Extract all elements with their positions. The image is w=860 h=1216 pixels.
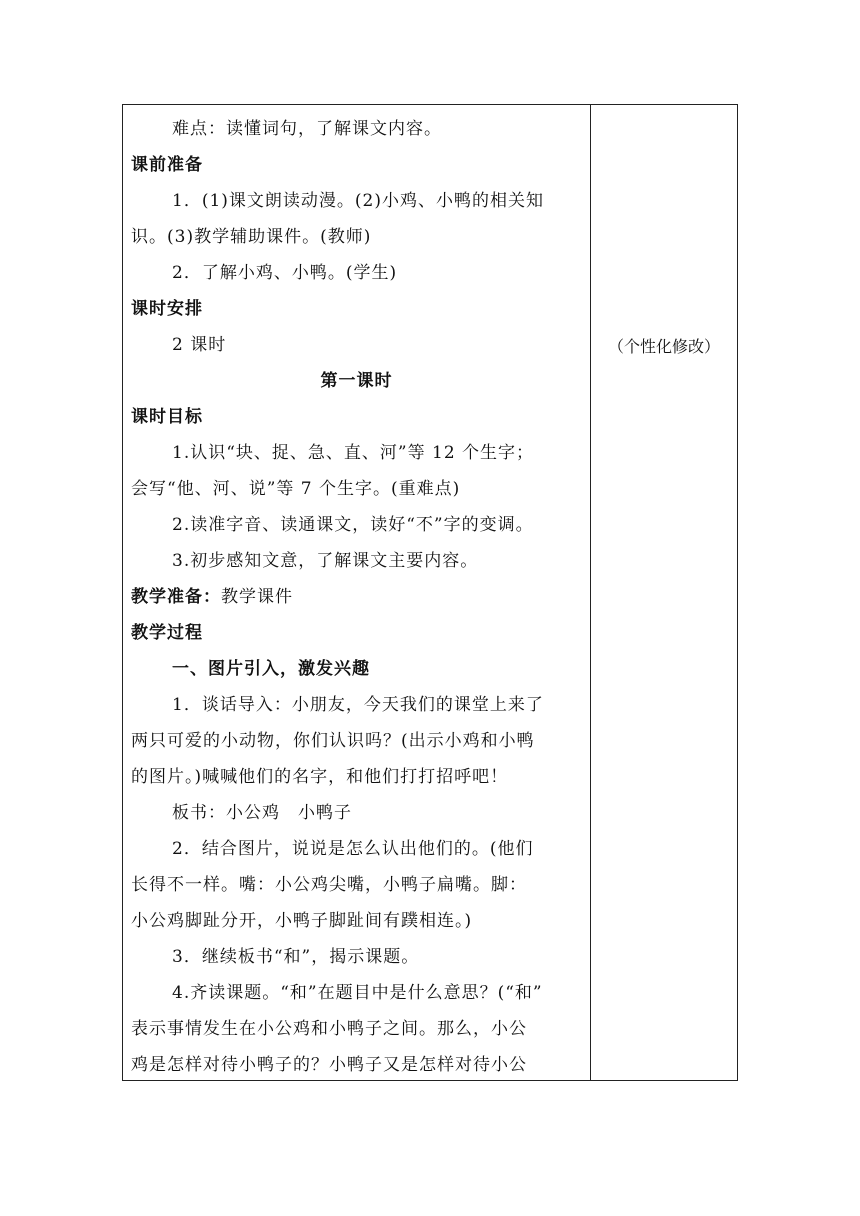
goal-3: 3.初步感知文意，了解课文主要内容。 <box>172 551 479 571</box>
schedule-value: 2 课时 <box>172 335 227 355</box>
process-heading: 教学过程 <box>131 623 203 643</box>
materials-value: 教学课件 <box>221 587 293 607</box>
step-1-title: 一、图片引入，激发兴趣 <box>172 659 370 679</box>
step-1-item-2: 2．结合图片，说说是怎么认出他们的。(他们 <box>172 839 534 859</box>
goals-heading: 课时目标 <box>131 407 203 427</box>
materials-line <box>131 585 583 609</box>
period-title: 第一课时 <box>320 371 393 391</box>
lesson-plan-table <box>122 104 738 1081</box>
materials-label: 教学准备： <box>131 587 221 607</box>
prep-heading: 课前准备 <box>131 155 203 175</box>
step-1-item-4: 4.齐读课题。“和”在题目中是什么意思？(“和” <box>172 983 543 1003</box>
step-1-item-3: 3．继续板书“和”，揭示课题。 <box>172 947 420 967</box>
schedule-heading: 课时安排 <box>131 299 203 319</box>
difficulty-line: 难点：读懂词句，了解课文内容。 <box>172 119 442 139</box>
board-writing: 板书：小公鸡 小鸭子 <box>172 803 352 823</box>
step-1-item-2-cont: 长得不一样。嘴：小公鸡尖嘴，小鸭子扁嘴。脚： <box>131 875 527 895</box>
step-1-item-4-cont: 表示事情发生在小公鸡和小鸭子之间。那么，小公 <box>131 1019 527 1039</box>
step-1-item-2-cont-2: 小公鸡脚趾分开，小鸭子脚趾间有蹼相连。) <box>131 911 473 931</box>
prep-item-1: 1．(1)课文朗读动漫。(2)小鸡、小鸭的相关知 <box>172 191 544 211</box>
prep-item-1-cont: 识。(3)教学辅助课件。(教师) <box>131 227 372 247</box>
step-1-item-1-cont-2: 的图片。)喊喊他们的名字，和他们打打招呼吧！ <box>131 767 509 787</box>
notes-column <box>591 105 737 1080</box>
goal-2: 2.读准字音、读通课文，读好“不”字的变调。 <box>172 515 534 535</box>
goal-1-cont: 会写“他、河、说”等 7 个生字。(重难点) <box>131 479 461 499</box>
prep-item-2: 2．了解小鸡、小鸭。(学生) <box>172 263 398 283</box>
step-1-item-1: 1．谈话导入：小朋友，今天我们的课堂上来了 <box>172 695 544 715</box>
main-content-column <box>123 105 590 1080</box>
goal-1: 1.认识“块、捉、急、直、河”等 12 个生字； <box>172 443 535 463</box>
step-1-item-4-cont-2: 鸡是怎样对待小鸭子的？小鸭子又是怎样对待小公 <box>131 1055 527 1075</box>
personalization-note: （个性化修改） <box>607 337 720 356</box>
step-1-item-1-cont: 两只可爱的小动物，你们认识吗？(出示小鸡和小鸭 <box>131 731 535 751</box>
